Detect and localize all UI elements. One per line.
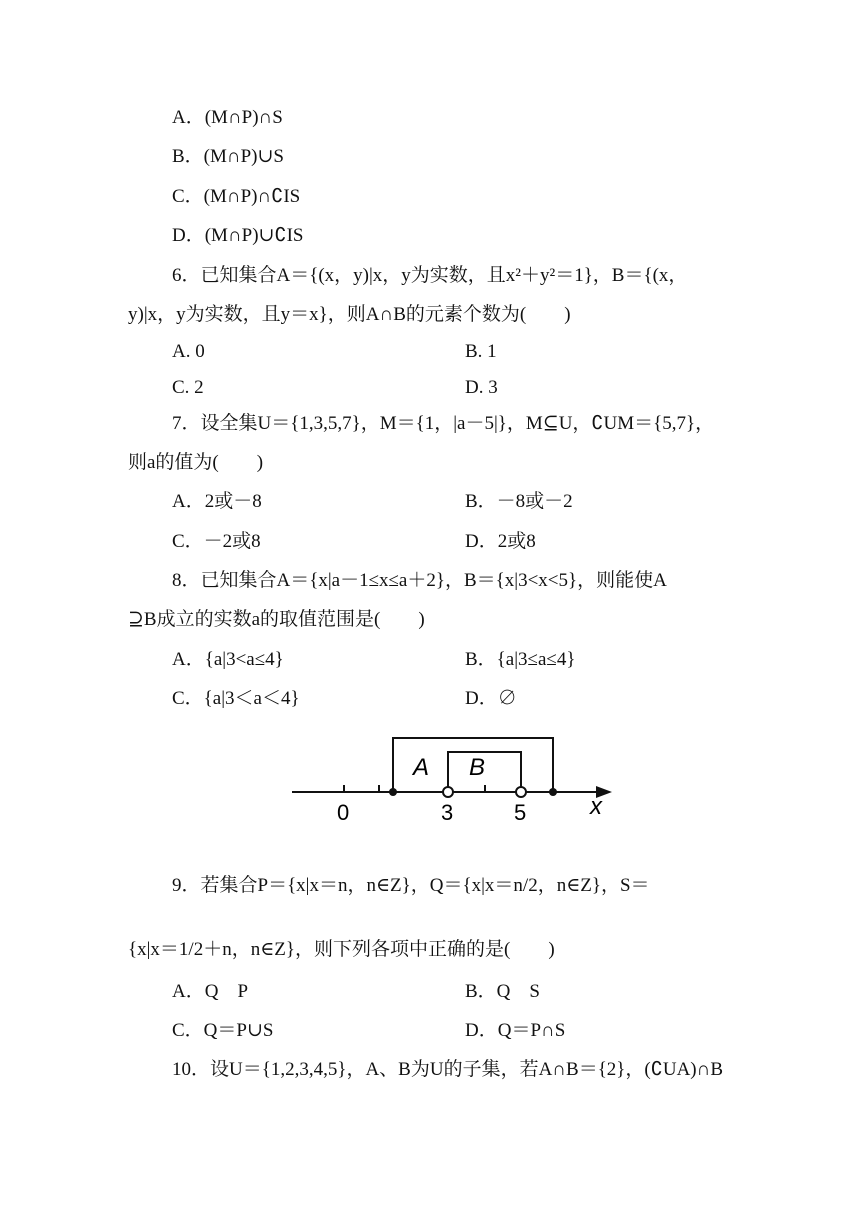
q7-option-c: C．－2或8	[172, 531, 261, 552]
label-b: B	[469, 754, 486, 781]
q8-stem-line1: 8．已知集合A＝{x|a－1≤x≤a＋2}，B＝{x|3<x<5}，则能使A	[172, 570, 667, 591]
q5-option-c: C．(M∩P)∩∁IS	[172, 186, 301, 207]
q7-option-b: B．－8或－2	[465, 491, 573, 512]
point-a-left	[389, 788, 397, 796]
q5-option-a: A．(M∩P)∩S	[172, 107, 283, 128]
label-a: A	[413, 754, 430, 781]
tick-label-0: 0	[337, 800, 350, 825]
q5-option-b: B．(M∩P)∪S	[172, 146, 284, 167]
q9-stem-line2: {x|x＝1/2＋n，n∈Z}，则下列各项中正确的是( )	[128, 939, 555, 960]
q7-option-d: D．2或8	[465, 531, 536, 552]
point-3-open	[443, 787, 453, 797]
q6-option-b: B. 1	[465, 341, 497, 362]
axis-label-x: x	[590, 793, 602, 820]
q7-option-a: A．2或－8	[172, 491, 262, 512]
number-line-figure	[280, 728, 620, 828]
q9-option-a: A．Q P	[172, 981, 249, 1002]
q9-option-b: B．Q S	[465, 981, 540, 1002]
q9-option-c: C．Q＝P∪S	[172, 1020, 274, 1041]
point-a-right	[549, 788, 557, 796]
point-5-open	[516, 787, 526, 797]
tick-label-3: 3	[441, 800, 454, 825]
q9-option-d: D．Q＝P∩S	[465, 1020, 566, 1041]
q10-stem-line1: 10．设U＝{1,2,3,4,5}，A、B为U的子集，若A∩B＝{2}，(∁UA)∩B	[172, 1059, 724, 1080]
q8-option-b: B．{a|3≤a≤4}	[465, 649, 576, 670]
tick-label-5: 5	[514, 800, 527, 825]
q5-option-d: D．(M∩P)∪∁IS	[172, 225, 304, 246]
q6-option-d: D. 3	[465, 377, 498, 398]
q8-option-c: C．{a|3＜a＜4}	[172, 688, 300, 709]
q6-stem-line2: y)|x，y为实数，且y＝x}，则A∩B的元素个数为( )	[128, 304, 571, 325]
q8-stem-line2: ⊇B成立的实数a的取值范围是( )	[128, 609, 425, 630]
q7-stem-line1: 7．设全集U＝{1,3,5,7}，M＝{1，|a－5|}，M⊆U，∁UM＝{5,7}，	[172, 413, 715, 434]
q8-option-d: D．∅	[465, 688, 517, 709]
q7-stem-line2: 则a的值为( )	[128, 452, 264, 473]
q6-option-c: C. 2	[172, 377, 204, 398]
q6-stem-line1: 6．已知集合A＝{(x，y)|x，y为实数，且x²＋y²＝1}，B＝{(x，	[172, 265, 688, 286]
q9-stem-line1: 9．若集合P＝{x|x＝n，n∈Z}，Q＝{x|x＝n/2，n∈Z}，S＝	[172, 875, 650, 896]
q6-option-a: A. 0	[172, 341, 205, 362]
q8-option-a: A．{a|3<a≤4}	[172, 649, 284, 670]
